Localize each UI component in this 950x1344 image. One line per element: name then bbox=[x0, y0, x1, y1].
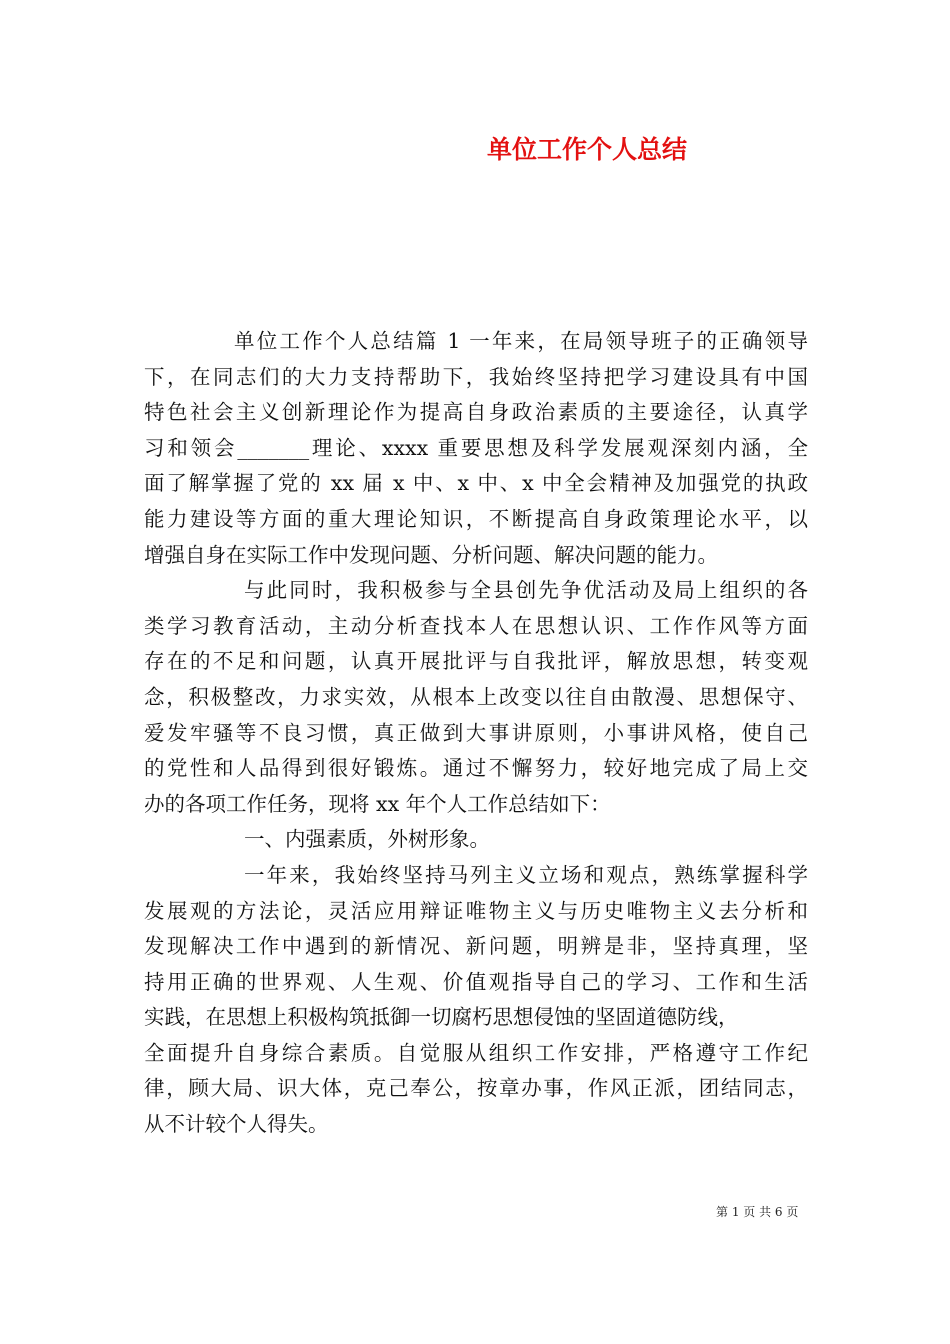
paragraph-line: 与此同时，我积极参与全县创先争优活动及局上组织的各 bbox=[244, 578, 808, 603]
document-title: 单位工作个人总结 bbox=[487, 135, 688, 164]
paragraph-line: 从不计较个人得失。 bbox=[144, 1112, 329, 1137]
paragraph-line: 发现解决工作中遇到的新情况、新问题，明辨是非，坚持真理，坚 bbox=[144, 934, 808, 959]
paragraph-line: 存在的不足和问题，认真开展批评与自我批评，解放思想，转变观 bbox=[144, 649, 808, 674]
paragraph-line: 实践，在思想上积极构筑抵御一切腐朽思想侵蚀的坚固道德防线， bbox=[144, 1005, 739, 1030]
paragraph-line: 全面提升自身综合素质。自觉服从组织工作安排，严格遵守工作纪 bbox=[144, 1040, 808, 1065]
paragraph-line: 面了解掌握了党的 xx 届 x 中、x 中、x 中全会精神及加强党的执政 bbox=[144, 471, 808, 496]
paragraph-line: 律，顾大局、识大体，克己奉公，按章办事，作风正派，团结同志， bbox=[144, 1076, 808, 1101]
paragraph-line: 办的各项工作任务，现将 xx 年个人工作总结如下： bbox=[144, 791, 611, 816]
paragraph-line: 念，积极整改，力求实效，从根本上改变以往自由散漫、思想保守、 bbox=[144, 684, 808, 709]
document-body bbox=[144, 324, 808, 1143]
page-number-footer: 第 1 页 共 6 页 bbox=[716, 1205, 799, 1219]
paragraph-line: 下，在同志们的大力支持帮助下，我始终坚持把学习建设具有中国 bbox=[144, 364, 808, 389]
paragraph-line: 一年来，我始终坚持马列主义立场和观点，熟练掌握科学 bbox=[244, 862, 808, 887]
paragraph-line: 类学习教育活动，主动分析查找本人在思想认识、工作作风等方面 bbox=[144, 613, 808, 638]
paragraph-line: 增强自身在实际工作中发现问题、分析问题、解决问题的能力。 bbox=[144, 542, 718, 567]
paragraph-line: 能力建设等方面的重大理论知识，不断提高自身政策理论水平，以 bbox=[144, 506, 808, 531]
paragraph-line: 习和领会_______理论、xxxx 重要思想及科学发展观深刻内涵，全 bbox=[144, 435, 808, 460]
paragraph-line: 的党性和人品得到很好锻炼。通过不懈努力，较好地完成了局上交 bbox=[144, 756, 808, 781]
section-heading: 一、内强素质，外树形象。 bbox=[244, 827, 490, 852]
paragraph-line: 特色社会主义创新理论作为提高自身政治素质的主要途径，认真学 bbox=[144, 400, 808, 425]
paragraph-line: 单位工作个人总结篇 1 一年来，在局领导班子的正确领导 bbox=[234, 329, 808, 353]
paragraph-line: 发展观的方法论，灵活应用辩证唯物主义与历史唯物主义去分析和 bbox=[144, 898, 808, 923]
paragraph-line: 爱发牢骚等不良习惯，真正做到大事讲原则，小事讲风格，使自己 bbox=[144, 720, 808, 745]
paragraph-line: 持用正确的世界观、人生观、价值观指导自己的学习、工作和生活 bbox=[144, 969, 808, 994]
